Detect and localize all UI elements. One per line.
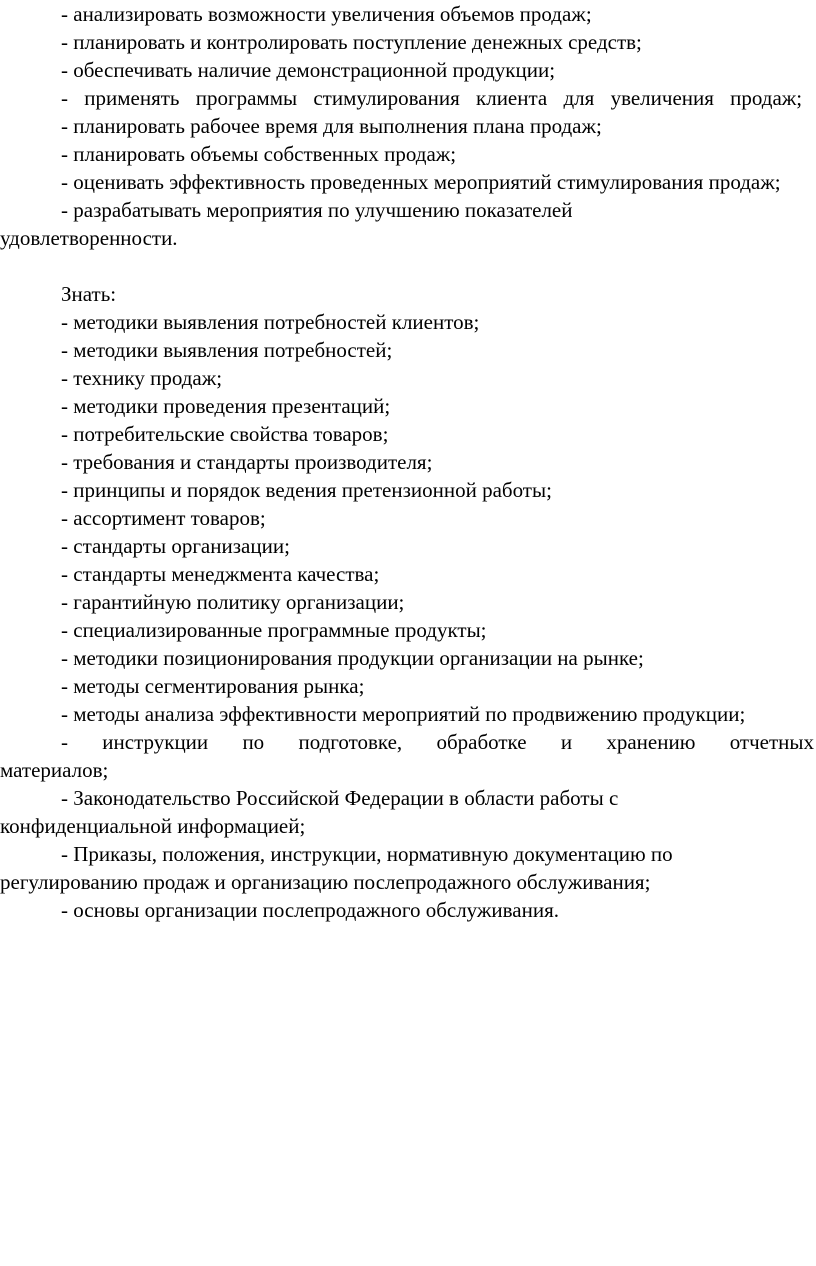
know-item: - методики выявления потребностей; bbox=[61, 338, 393, 362]
know-item: - стандарты организации; bbox=[61, 534, 290, 558]
know-item: - принципы и порядок ведения претензионной работы; bbox=[61, 478, 552, 502]
know-item: - стандарты менеджмента качества; bbox=[61, 562, 380, 586]
skills-item: - анализировать возможности увеличения объемов продаж; bbox=[61, 2, 592, 26]
skills-list bbox=[0, 0, 814, 252]
know-item: - Приказы, положения, инструкции, нормативную документацию по регулированию продаж и организацию послепродажного обслуживания; bbox=[0, 842, 673, 894]
skills-item: - применять программы стимулирования клиента для увеличения продаж; bbox=[61, 86, 803, 110]
know-item: - основы организации послепродажного обслуживания. bbox=[61, 898, 560, 922]
know-item: - специализированные программные продукты; bbox=[61, 618, 487, 642]
skills-item: - планировать и контролировать поступление денежных средств; bbox=[61, 30, 642, 54]
know-item: - потребительские свойства товаров; bbox=[61, 422, 389, 446]
know-item: - методы анализа эффективности мероприятий по продвижению продукции; bbox=[61, 702, 746, 726]
know-item: - технику продаж; bbox=[61, 366, 223, 390]
paragraph-spacer bbox=[0, 252, 814, 280]
skills-item: - планировать объемы собственных продаж; bbox=[61, 142, 457, 166]
skills-item: - планировать рабочее время для выполнения плана продаж; bbox=[61, 114, 602, 138]
skills-item: - разрабатывать мероприятия по улучшению показателей удовлетворенности. bbox=[0, 198, 573, 250]
know-item: - требования и стандарты производителя; bbox=[61, 450, 433, 474]
know-list bbox=[0, 308, 814, 924]
know-item: - методики проведения презентаций; bbox=[61, 394, 391, 418]
know-item: - гарантийную политику организации; bbox=[61, 590, 405, 614]
know-item: - инструкции по подготовке, обработке и хранению отчетных материалов; bbox=[0, 730, 814, 782]
know-item: - ассортимент товаров; bbox=[61, 506, 266, 530]
skills-item: - обеспечивать наличие демонстрационной продукции; bbox=[61, 58, 556, 82]
know-item: - методики позиционирования продукции организации на рынке; bbox=[61, 646, 644, 670]
know-item: - методы сегментирования рынка; bbox=[61, 674, 365, 698]
know-item: - Законодательство Российской Федерации в области работы с конфиденциальной информацией; bbox=[0, 786, 619, 838]
know-item: - методики выявления потребностей клиентов; bbox=[61, 310, 480, 334]
know-heading: Знать: bbox=[61, 282, 117, 306]
skills-item: - оценивать эффективность проведенных мероприятий стимулирования продаж; bbox=[61, 170, 781, 194]
